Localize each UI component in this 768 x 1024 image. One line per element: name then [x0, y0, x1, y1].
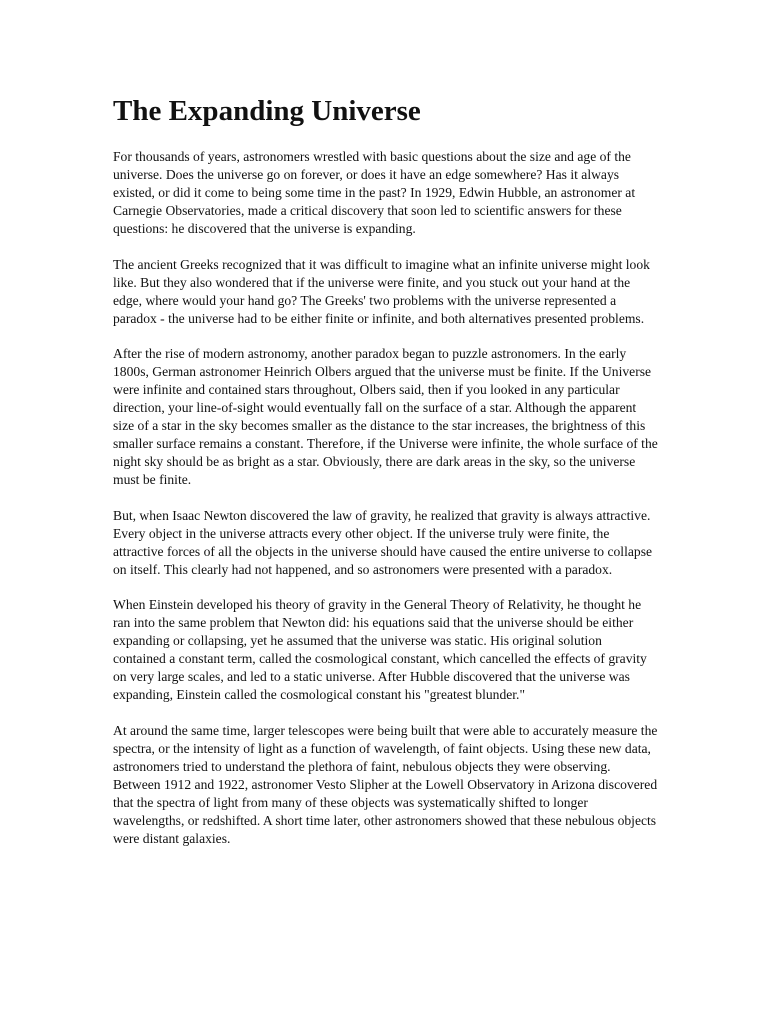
paragraph-3: After the rise of modern astronomy, another paradox began to puzzle astronomers. In the early 1800s, German astronomer Heinrich Olbers argued that the universe must be finite. If the Universe were infinite and contained stars throughout, Olbers said, then if you looked in any particular direction, your line-of-sight would eventually fall on the surface of a star. Although the apparent size of a star in the sky becomes smaller as the distance to the star increases, the brightness of this smaller surface remains a constant. Therefore, if the Universe were infinite, the whole surface of the night sky should be as bright as a star. Obviously, there are dark areas in the sky, so the universe must be finite.: [113, 346, 658, 487]
paragraph-5: When Einstein developed his theory of gravity in the General Theory of Relativity, he thought he ran into the same problem that Newton did: his equations said that the universe should be either expanding or collapsing, yet he assumed that the universe was static. His original solution contained a constant term, called the cosmological constant, which cancelled the effects of gravity on very large scales, and led to a static universe. After Hubble discovered that the universe was expanding, Einstein called the cosmological constant his "greatest blunder.": [113, 597, 647, 702]
document-title: The Expanding Universe: [113, 95, 421, 127]
paragraph-1: For thousands of years, astronomers wrestled with basic questions about the size and age of the universe. Does the universe go on forever, or does it have an edge somewhere? Has it always existed, or did it come to being some time in the past? In 1929, Edwin Hubble, an astronomer at Carnegie Observatories, made a critical discovery that soon led to scientific answers for these questions: he discovered that the universe is expanding.: [113, 149, 636, 236]
paragraph-2: The ancient Greeks recognized that it was difficult to imagine what an infinite universe might look like. But they also wondered that if the universe were finite, and you stuck out your hand at the edge, where would your hand go? The Greeks' two problems with the universe represented a paradox - the universe had to be either finite or infinite, and both alternatives presented problems.: [113, 256, 650, 326]
document-page: [113, 94, 658, 865]
paragraph-6: At around the same time, larger telescopes were being built that were able to accurately measure the spectra, or the intensity of light as a function of wavelength, of faint objects. Using these new data, astronomers tried to understand the plethora of faint, nebulous objects they were observing. Between 1912 and 1922, astronomer Vesto Slipher at the Lowell Observatory in Arizona discovered that the spectra of light from many of these objects was systematically shifted to longer wavelengths, or redshifted. A short time later, other astronomers showed that these nebulous objects were distant galaxies.: [113, 722, 658, 846]
paragraph-4: But, when Isaac Newton discovered the law of gravity, he realized that gravity is always attractive. Every object in the universe attracts every other object. If the universe truly were finite, the attractive forces of all the objects in the universe should have caused the entire universe to collapse on itself. This clearly had not happened, and so astronomers were presented with a paradox.: [113, 507, 653, 577]
